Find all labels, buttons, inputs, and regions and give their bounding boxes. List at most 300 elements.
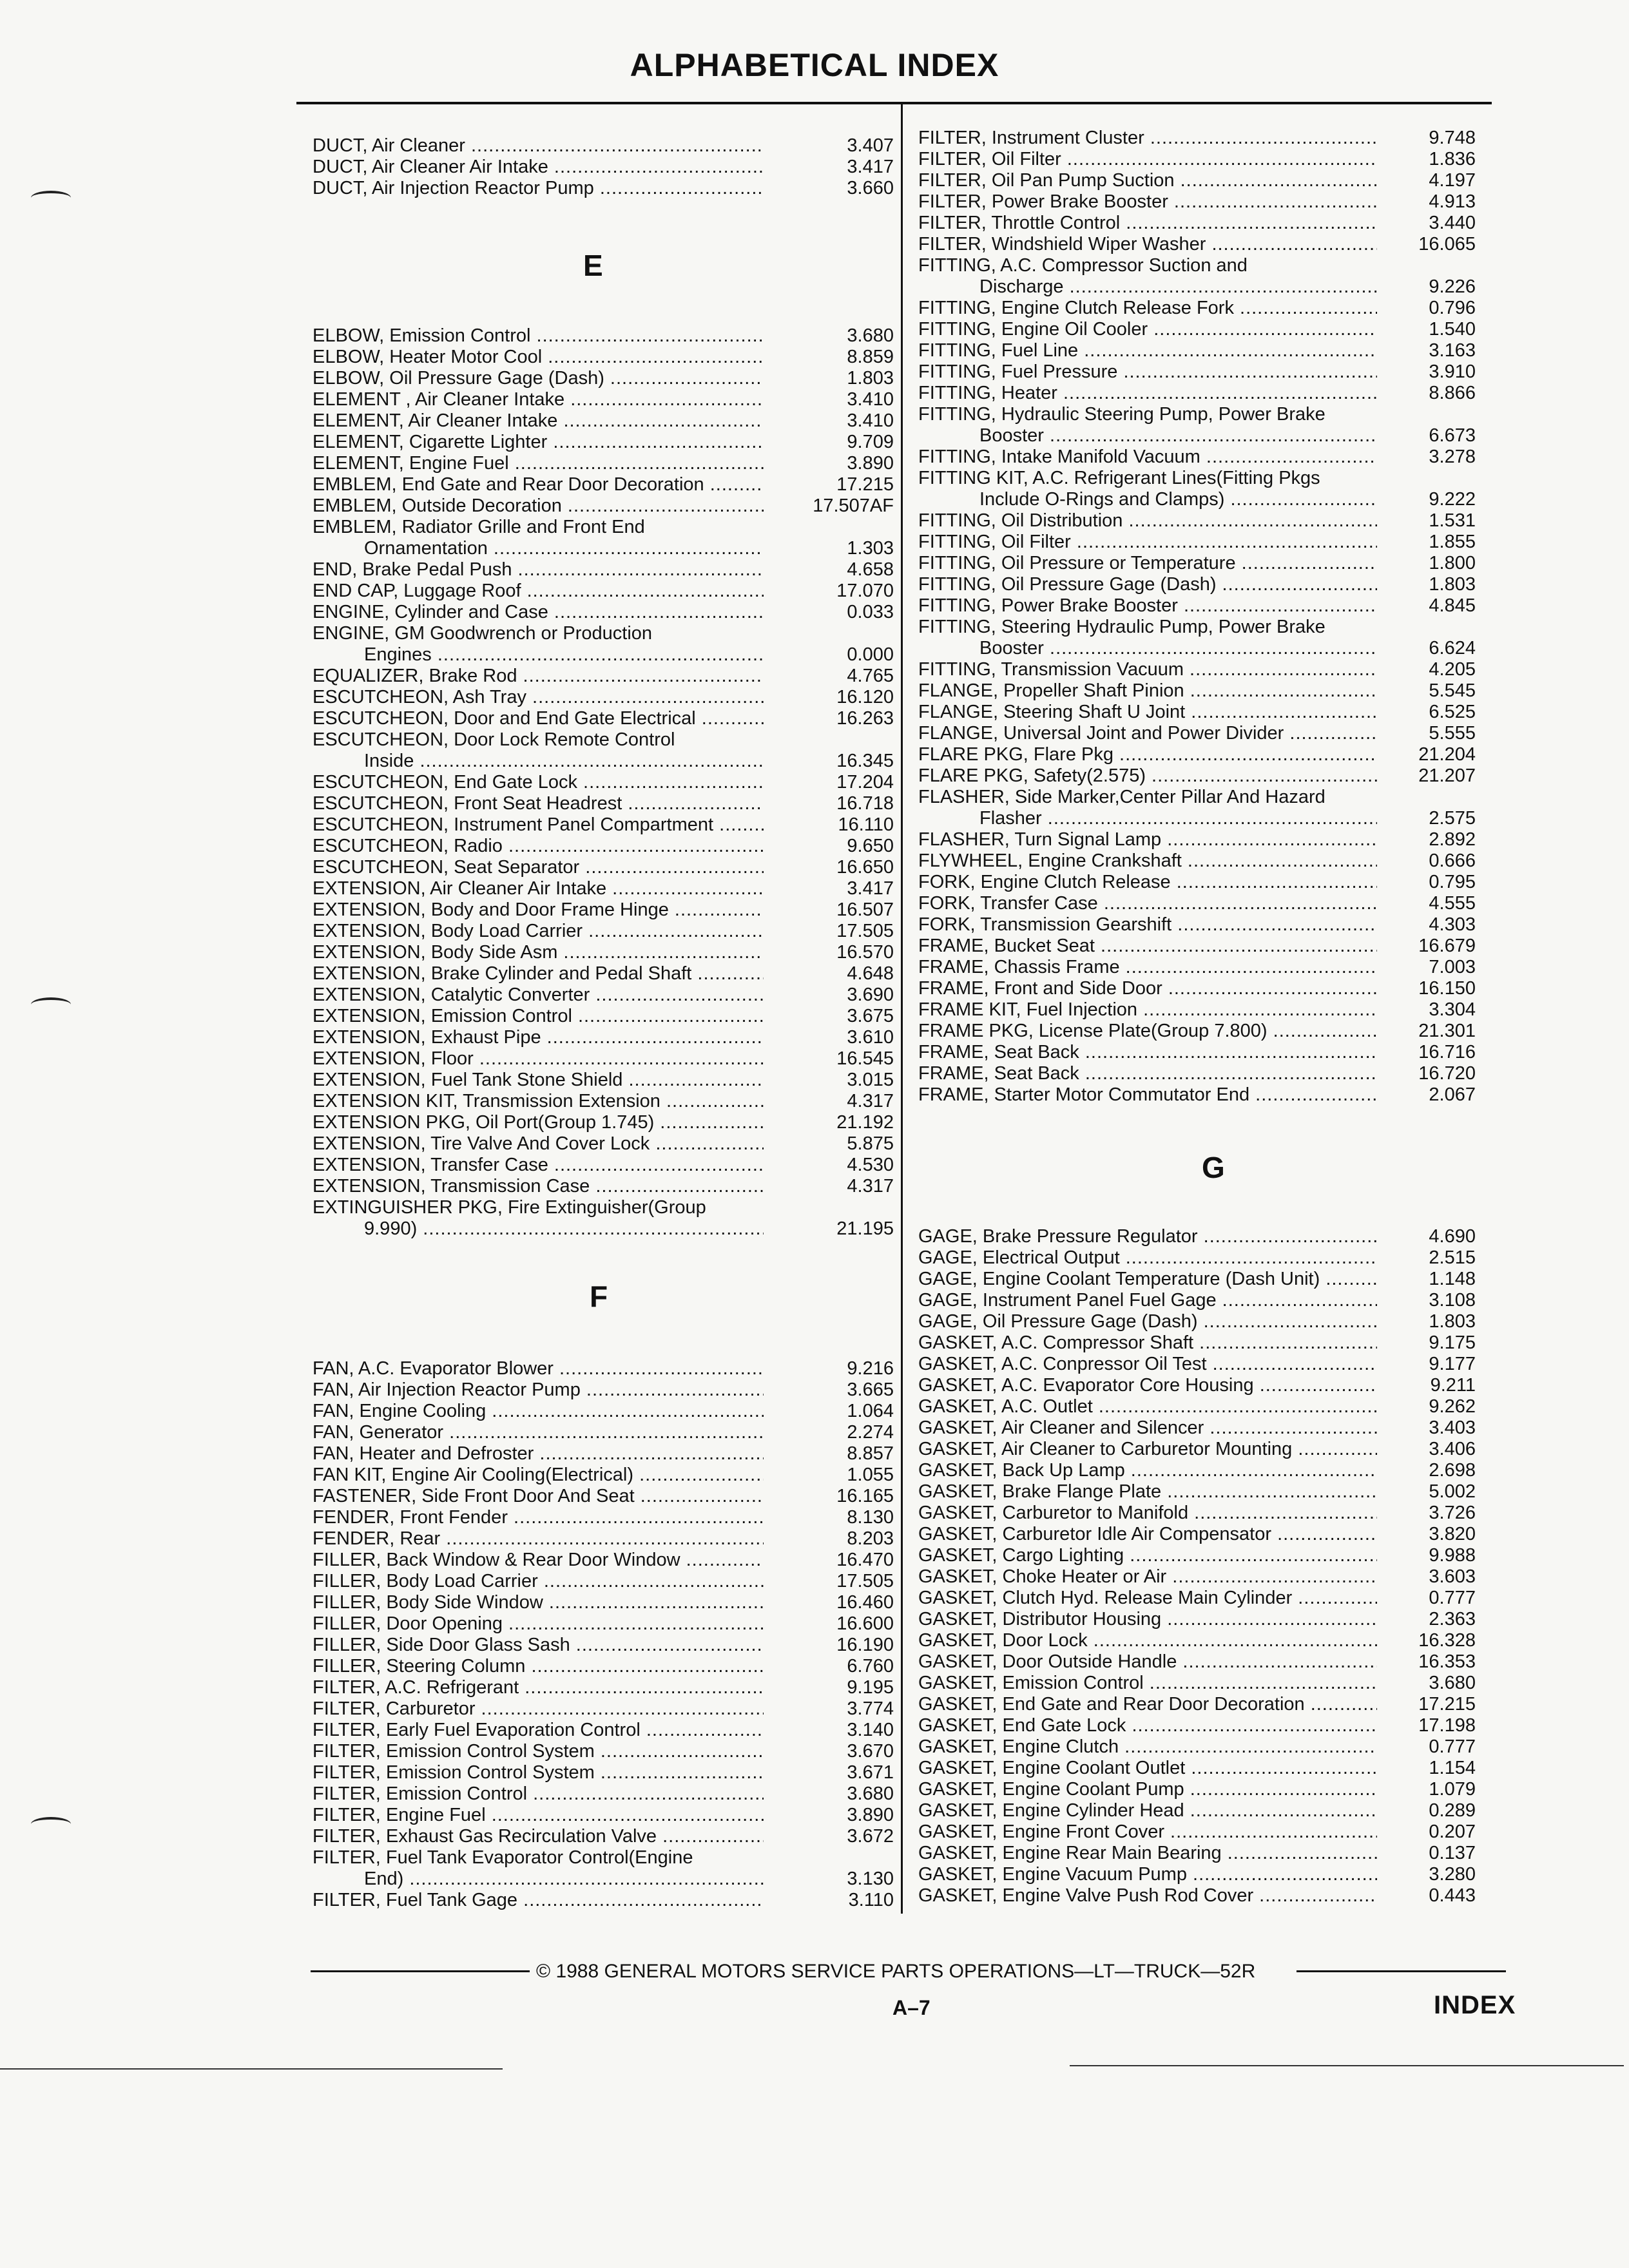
entry-label: FITTING, Intake Manifold Vacuum ..... xyxy=(918,447,1377,468)
index-entry xyxy=(918,1481,1476,1503)
entry-page-number: 3.440 xyxy=(1429,213,1476,233)
entry-label: EXTENSION, Transfer Case ..... xyxy=(313,1155,764,1176)
entry-page-number: 6.525 xyxy=(1429,702,1476,722)
entry-page-number: 3.417 xyxy=(847,878,894,899)
entry-page-number: 5.875 xyxy=(847,1133,894,1154)
punch-hole-mark xyxy=(31,1817,71,1831)
entry-label: FRAME, Starter Motor Commutator End ..... xyxy=(918,1084,1377,1106)
entry-label: ENGINE, GM Goodwrench or Production xyxy=(313,623,653,644)
entry-page-number: 0.777 xyxy=(1429,1736,1476,1757)
entry-label: FRAME, Seat Back ..... xyxy=(918,1063,1377,1084)
index-entry xyxy=(313,1006,894,1027)
index-entry xyxy=(313,1443,894,1465)
index-entry xyxy=(918,468,1476,489)
index-entry xyxy=(918,1226,1476,1247)
entry-label: FAN KIT, Engine Air Cooling(Electrical) ..... xyxy=(313,1465,764,1486)
entry-page-number: 5.545 xyxy=(1429,680,1476,701)
entry-label-continuation: Booster ..... xyxy=(979,425,1377,447)
entry-label: EXTENSION PKG, Oil Port(Group 1.745) ..... xyxy=(313,1112,764,1133)
entry-label: ESCUTCHEON, Radio ..... xyxy=(313,836,764,857)
entry-label: FILTER, Engine Fuel ..... xyxy=(313,1805,764,1826)
entry-page-number: 4.765 xyxy=(847,666,894,686)
entry-label: FILTER, Fuel Tank Gage ..... xyxy=(313,1890,764,1911)
entry-page-number: 3.672 xyxy=(847,1826,894,1847)
entry-page-number: 16.110 xyxy=(838,814,894,835)
column-divider xyxy=(901,103,903,1914)
entry-label: FLANGE, Propeller Shaft Pinion ..... xyxy=(918,680,1377,702)
entry-label: FLYWHEEL, Engine Crankshaft ..... xyxy=(918,850,1377,872)
index-entry xyxy=(313,1550,894,1571)
index-entry-continuation xyxy=(313,644,894,666)
entry-label: ESCUTCHEON, Ash Tray ..... xyxy=(313,687,764,708)
entry-page-number: 21.195 xyxy=(836,1218,894,1239)
entry-label: GAGE, Electrical Output ..... xyxy=(918,1247,1377,1269)
index-entry xyxy=(918,1042,1476,1063)
index-entry xyxy=(313,1422,894,1443)
index-entry xyxy=(918,340,1476,361)
entry-label-continuation: Inside ..... xyxy=(364,751,764,772)
index-entry xyxy=(313,1783,894,1805)
entry-page-number: 9.195 xyxy=(847,1677,894,1698)
entry-page-number: 3.890 xyxy=(847,1805,894,1825)
entry-page-number: 9.650 xyxy=(847,836,894,856)
index-entry xyxy=(313,942,894,963)
section-letter-e: E xyxy=(583,249,603,282)
entry-label: GASKET, Engine Vacuum Pump ..... xyxy=(918,1864,1377,1885)
index-entry xyxy=(918,595,1476,617)
index-entry-continuation xyxy=(918,425,1476,447)
index-entry xyxy=(918,999,1476,1021)
index-entry xyxy=(313,963,894,985)
entry-label: FITTING, Power Brake Booster ..... xyxy=(918,595,1377,617)
entry-page-number: 9.216 xyxy=(847,1358,894,1379)
entry-label: FILLER, Back Window & Rear Door Window ..... xyxy=(313,1550,764,1571)
index-entry xyxy=(918,872,1476,893)
index-entry xyxy=(313,793,894,814)
index-entry-continuation xyxy=(918,808,1476,829)
index-entry xyxy=(918,914,1476,936)
entry-label: FILTER, Power Brake Booster ..... xyxy=(918,191,1377,213)
entry-label: FASTENER, Side Front Door And Seat ..... xyxy=(313,1486,764,1507)
entry-page-number: 0.796 xyxy=(1429,298,1476,318)
index-entry xyxy=(918,1885,1476,1907)
index-entry xyxy=(313,135,894,157)
index-entry-continuation xyxy=(313,751,894,772)
entry-label: FILLER, Body Side Window ..... xyxy=(313,1592,764,1613)
index-entry xyxy=(918,1673,1476,1694)
entry-label: ESCUTCHEON, Door and End Gate Electrical ..... xyxy=(313,708,764,729)
entry-label: FITTING, Heater ..... xyxy=(918,383,1377,404)
entry-page-number: 0.777 xyxy=(1429,1588,1476,1608)
entry-label: GAGE, Oil Pressure Gage (Dash) ..... xyxy=(918,1311,1377,1332)
entry-label: FILTER, Oil Filter ..... xyxy=(918,149,1377,170)
index-entry xyxy=(918,765,1476,787)
entry-label: FITTING KIT, A.C. Refrigerant Lines(Fitting Pkgs xyxy=(918,468,1320,488)
entry-page-number: 17.215 xyxy=(836,474,894,495)
entry-label: ELEMENT, Engine Fuel ..... xyxy=(313,453,764,474)
entry-page-number: 3.304 xyxy=(1429,999,1476,1020)
entry-page-number: 3.680 xyxy=(847,1783,894,1804)
index-entry xyxy=(918,1630,1476,1651)
index-entry xyxy=(918,213,1476,234)
index-entry xyxy=(313,1401,894,1422)
entry-label: GASKET, A.C. Conpressor Oil Test ..... xyxy=(918,1354,1377,1375)
index-entry-continuation xyxy=(313,538,894,559)
index-entry xyxy=(918,383,1476,404)
entry-page-number: 17.198 xyxy=(1418,1715,1476,1736)
entry-label: FAN, Heater and Defroster ..... xyxy=(313,1443,764,1465)
entry-page-number: 16.065 xyxy=(1418,234,1476,255)
entry-label: GASKET, Cargo Lighting ..... xyxy=(918,1545,1377,1566)
index-entry xyxy=(313,453,894,474)
entry-label: FITTING, Transmission Vacuum ..... xyxy=(918,659,1377,680)
index-entry xyxy=(313,581,894,602)
entry-page-number: 5.555 xyxy=(1429,723,1476,744)
index-entry xyxy=(313,1720,894,1741)
entry-label: GASKET, A.C. Evaporator Core Housing ..... xyxy=(918,1375,1377,1396)
entry-label: FENDER, Front Fender ..... xyxy=(313,1507,764,1528)
entry-label: FLANGE, Universal Joint and Power Divider ..... xyxy=(918,723,1377,744)
page-number: A–7 xyxy=(892,1996,930,2019)
entry-label: GASKET, Clutch Hyd. Release Main Cylinder ..... xyxy=(918,1588,1377,1609)
entry-label: FENDER, Rear ..... xyxy=(313,1528,764,1550)
entry-label: EXTENSION, Exhaust Pipe ..... xyxy=(313,1027,764,1048)
entry-label: EMBLEM, End Gate and Rear Door Decoration ..... xyxy=(313,474,764,495)
entry-label: FITTING, Engine Oil Cooler ..... xyxy=(918,319,1377,340)
entry-page-number: 1.079 xyxy=(1429,1779,1476,1800)
footer-rule-left xyxy=(311,1970,530,1972)
entry-label: ELBOW, Oil Pressure Gage (Dash) ..... xyxy=(313,368,764,389)
entry-page-number: 9.748 xyxy=(1429,128,1476,148)
index-entry xyxy=(313,325,894,347)
index-entry xyxy=(918,1694,1476,1715)
entry-page-number: 16.165 xyxy=(836,1486,894,1506)
entry-label-continuation: End) ..... xyxy=(364,1869,764,1890)
entry-page-number: 1.855 xyxy=(1429,532,1476,552)
entry-label: FITTING, Oil Distribution ..... xyxy=(918,510,1377,532)
entry-label: FLARE PKG, Flare Pkg ..... xyxy=(918,744,1377,765)
entry-page-number: 3.670 xyxy=(847,1741,894,1762)
entry-page-number: 9.262 xyxy=(1429,1396,1476,1417)
entry-label: GASKET, End Gate and Rear Door Decoration ..... xyxy=(918,1694,1377,1715)
index-entry xyxy=(918,149,1476,170)
entry-page-number: 3.108 xyxy=(1429,1290,1476,1311)
entry-page-number: 0.033 xyxy=(847,602,894,622)
index-entry xyxy=(918,1084,1476,1106)
entry-page-number: 9.177 xyxy=(1429,1354,1476,1374)
index-entry xyxy=(918,1354,1476,1375)
entry-label: GASKET, Air Cleaner and Silencer ..... xyxy=(918,1418,1377,1439)
entry-page-number: 16.545 xyxy=(836,1048,894,1069)
entry-label: GAGE, Instrument Panel Fuel Gage ..... xyxy=(918,1290,1377,1311)
entry-page-number: 16.679 xyxy=(1418,936,1476,956)
entry-label: FORK, Engine Clutch Release ..... xyxy=(918,872,1377,893)
entry-label: FRAME, Front and Side Door ..... xyxy=(918,978,1377,999)
index-entry xyxy=(313,389,894,410)
entry-label-continuation: Ornamentation ..... xyxy=(364,538,764,559)
index-entry xyxy=(918,1503,1476,1524)
entry-page-number: 16.345 xyxy=(836,751,894,771)
entry-label: FAN, A.C. Evaporator Blower ..... xyxy=(313,1358,764,1379)
entry-label: ESCUTCHEON, Instrument Panel Compartment ..... xyxy=(313,814,764,836)
index-entry-list xyxy=(918,1226,1476,1907)
entry-label: GASKET, Door Lock ..... xyxy=(918,1630,1377,1651)
entry-page-number: 17.505 xyxy=(836,1571,894,1591)
entry-label: EMBLEM, Radiator Grille and Front End xyxy=(313,517,645,537)
entry-page-number: 3.407 xyxy=(847,135,894,156)
entry-page-number: 16.600 xyxy=(836,1613,894,1634)
entry-label: ELBOW, Emission Control ..... xyxy=(313,325,764,347)
index-entry xyxy=(313,1613,894,1635)
index-entry-list xyxy=(313,135,894,199)
entry-label: GASKET, Engine Clutch ..... xyxy=(918,1736,1377,1758)
entry-label: FILTER, Oil Pan Pump Suction ..... xyxy=(918,170,1377,191)
entry-label: FILLER, Side Door Glass Sash ..... xyxy=(313,1635,764,1656)
entry-label: ELEMENT, Cigarette Lighter ..... xyxy=(313,432,764,453)
entry-page-number: 21.204 xyxy=(1418,744,1476,765)
index-entry xyxy=(918,1332,1476,1354)
entry-page-number: 1.800 xyxy=(1429,553,1476,573)
index-entry xyxy=(918,1418,1476,1439)
index-entry xyxy=(918,744,1476,765)
index-entry xyxy=(918,1290,1476,1311)
entry-label: ELEMENT , Air Cleaner Intake ..... xyxy=(313,389,764,410)
entry-label: EQUALIZER, Brake Rod ..... xyxy=(313,666,764,687)
punch-hole-mark xyxy=(31,997,71,1012)
index-entry xyxy=(918,850,1476,872)
title-rule xyxy=(296,102,1492,104)
index-entry-continuation xyxy=(313,1218,894,1240)
entry-label: GASKET, A.C. Outlet ..... xyxy=(918,1396,1377,1418)
index-entry xyxy=(918,787,1476,808)
entry-label-continuation: Discharge ..... xyxy=(979,276,1377,298)
index-entry xyxy=(918,702,1476,723)
index-entry xyxy=(918,1843,1476,1864)
entry-page-number: 3.410 xyxy=(847,389,894,410)
entry-page-number: 16.507 xyxy=(836,899,894,920)
entry-page-number: 4.845 xyxy=(1429,595,1476,616)
entry-label: GASKET, Air Cleaner to Carburetor Mounting ..... xyxy=(918,1439,1377,1460)
entry-label: GASKET, Emission Control ..... xyxy=(918,1673,1377,1694)
index-entry xyxy=(313,559,894,581)
entry-label: FILTER, Emission Control ..... xyxy=(313,1783,764,1805)
index-entry xyxy=(313,729,894,751)
index-entry-list xyxy=(918,128,1476,1106)
entry-page-number: 8.866 xyxy=(1429,383,1476,403)
index-entry xyxy=(918,1566,1476,1588)
entry-label: FAN, Air Injection Reactor Pump ..... xyxy=(313,1379,764,1401)
entry-label: FITTING, Engine Clutch Release Fork ..... xyxy=(918,298,1377,319)
entry-page-number: 16.720 xyxy=(1418,1063,1476,1084)
index-entry xyxy=(313,1762,894,1783)
entry-label: EXTENSION, Fuel Tank Stone Shield ..... xyxy=(313,1070,764,1091)
entry-page-number: 16.353 xyxy=(1418,1651,1476,1672)
entry-label: FAN, Engine Cooling ..... xyxy=(313,1401,764,1422)
entry-page-number: 3.280 xyxy=(1429,1864,1476,1885)
entry-label: FILTER, Emission Control System ..... xyxy=(313,1762,764,1783)
entry-page-number: 3.680 xyxy=(847,325,894,346)
entry-page-number: 6.760 xyxy=(847,1656,894,1677)
index-entry xyxy=(918,617,1476,638)
entry-label: GASKET, Engine Rear Main Bearing ..... xyxy=(918,1843,1377,1864)
entry-page-number: 1.540 xyxy=(1429,319,1476,340)
entry-page-number: 4.530 xyxy=(847,1155,894,1175)
entry-page-number: 3.774 xyxy=(847,1698,894,1719)
index-entry xyxy=(313,666,894,687)
entry-page-number: 2.515 xyxy=(1429,1247,1476,1268)
entry-label: GASKET, Distributor Housing ..... xyxy=(918,1609,1377,1630)
index-entry xyxy=(313,899,894,921)
entry-page-number: 16.263 xyxy=(836,708,894,729)
entry-page-number: 3.140 xyxy=(847,1720,894,1740)
index-entry xyxy=(313,1048,894,1070)
entry-page-number: 4.303 xyxy=(1429,914,1476,935)
index-entry xyxy=(918,319,1476,340)
index-entry xyxy=(918,191,1476,213)
entry-label: GAGE, Brake Pressure Regulator ..... xyxy=(918,1226,1377,1247)
index-entry xyxy=(918,574,1476,595)
entry-label: GASKET, Engine Front Cover ..... xyxy=(918,1821,1377,1843)
footer-copyright: © 1988 GENERAL MOTORS SERVICE PARTS OPERATIONS—LT—TRUCK—52R xyxy=(536,1961,1256,1982)
entry-label: FILTER, A.C. Refrigerant ..... xyxy=(313,1677,764,1698)
entry-page-number: 3.610 xyxy=(847,1027,894,1048)
entry-page-number: 3.603 xyxy=(1429,1566,1476,1587)
index-entry xyxy=(918,1758,1476,1779)
entry-page-number: 3.410 xyxy=(847,410,894,431)
entry-page-number: 16.570 xyxy=(836,942,894,963)
index-entry xyxy=(313,1379,894,1401)
entry-label: FRAME, Bucket Seat ..... xyxy=(918,936,1377,957)
entry-label: FORK, Transmission Gearshift ..... xyxy=(918,914,1377,936)
entry-page-number: 7.003 xyxy=(1429,957,1476,977)
index-entry xyxy=(313,1176,894,1197)
entry-label: DUCT, Air Cleaner Air Intake ..... xyxy=(313,157,764,178)
index-entry xyxy=(313,1465,894,1486)
entry-page-number: 3.690 xyxy=(847,985,894,1005)
entry-label: FITTING, Steering Hydraulic Pump, Power Brake xyxy=(918,617,1325,637)
entry-page-number: 2.067 xyxy=(1429,1084,1476,1105)
entry-page-number: 21.207 xyxy=(1418,765,1476,786)
section-letter-f: F xyxy=(590,1280,608,1313)
entry-label: FILTER, Emission Control System ..... xyxy=(313,1741,764,1762)
index-entry xyxy=(313,878,894,899)
entry-page-number: 0.000 xyxy=(847,644,894,665)
entry-label: DUCT, Air Injection Reactor Pump ..... xyxy=(313,178,764,199)
entry-page-number: 3.278 xyxy=(1429,447,1476,467)
entry-label: EXTENSION, Catalytic Converter ..... xyxy=(313,985,764,1006)
entry-page-number: 8.857 xyxy=(847,1443,894,1464)
entry-page-number: 16.328 xyxy=(1418,1630,1476,1651)
entry-label: FITTING, Hydraulic Steering Pump, Power Brake xyxy=(918,404,1325,425)
entry-label: EXTINGUISHER PKG, Fire Extinguisher(Group xyxy=(313,1197,706,1218)
section-letter-g: G xyxy=(1202,1151,1225,1184)
index-entry xyxy=(313,836,894,857)
entry-page-number: 0.207 xyxy=(1429,1821,1476,1842)
entry-label-continuation: Booster ..... xyxy=(979,638,1377,659)
index-entry xyxy=(313,1070,894,1091)
entry-page-number: 3.671 xyxy=(847,1762,894,1783)
index-entry xyxy=(313,921,894,942)
entry-page-number: 3.820 xyxy=(1429,1524,1476,1544)
entry-label: EXTENSION, Body Load Carrier ..... xyxy=(313,921,764,942)
index-entry xyxy=(918,1736,1476,1758)
index-entry xyxy=(918,1269,1476,1290)
entry-label: FILTER, Fuel Tank Evaporator Control(Engine xyxy=(313,1847,693,1868)
index-entry xyxy=(918,1864,1476,1885)
entry-page-number: 1.531 xyxy=(1429,510,1476,531)
entry-page-number: 3.015 xyxy=(847,1070,894,1090)
entry-page-number: 3.406 xyxy=(1429,1439,1476,1459)
entry-label: GASKET, Carburetor to Manifold ..... xyxy=(918,1503,1377,1524)
index-entry xyxy=(918,553,1476,574)
entry-page-number: 9.222 xyxy=(1429,489,1476,510)
entry-label: GASKET, Engine Coolant Pump ..... xyxy=(918,1779,1377,1800)
index-entry xyxy=(918,255,1476,276)
entry-page-number: 8.130 xyxy=(847,1507,894,1528)
entry-page-number: 3.910 xyxy=(1429,361,1476,382)
entry-label: GASKET, Door Outside Handle ..... xyxy=(918,1651,1377,1673)
index-entry xyxy=(918,1609,1476,1630)
entry-page-number: 0.795 xyxy=(1429,872,1476,892)
index-entry xyxy=(313,157,894,178)
index-entry xyxy=(313,857,894,878)
bottom-rule-left xyxy=(0,2068,503,2070)
index-entry xyxy=(918,128,1476,149)
index-entry xyxy=(313,368,894,389)
entry-page-number: 1.836 xyxy=(1429,149,1476,169)
entry-page-number: 1.303 xyxy=(847,538,894,559)
entry-label: GASKET, Carburetor Idle Air Compensator ..... xyxy=(918,1524,1377,1545)
entry-label: EXTENSION KIT, Transmission Extension ..... xyxy=(313,1091,764,1112)
index-entry xyxy=(313,1486,894,1507)
entry-label: FLASHER, Turn Signal Lamp ..... xyxy=(918,829,1377,850)
index-entry xyxy=(918,829,1476,850)
index-entry xyxy=(313,1133,894,1155)
index-entry xyxy=(313,985,894,1006)
index-entry xyxy=(313,1507,894,1528)
entry-label: END CAP, Luggage Roof ..... xyxy=(313,581,764,602)
index-entry xyxy=(918,893,1476,914)
index-entry xyxy=(313,1027,894,1048)
index-entry xyxy=(918,1021,1476,1042)
entry-page-number: 9.211 xyxy=(1430,1375,1476,1396)
index-entry xyxy=(918,936,1476,957)
bottom-rule-right xyxy=(1070,2065,1624,2066)
entry-page-number: 16.716 xyxy=(1418,1042,1476,1062)
entry-page-number: 3.890 xyxy=(847,453,894,474)
entry-page-number: 4.913 xyxy=(1429,191,1476,212)
entry-label: EMBLEM, Outside Decoration ..... xyxy=(313,495,764,517)
entry-label: GASKET, Brake Flange Plate ..... xyxy=(918,1481,1377,1503)
index-entry xyxy=(918,1651,1476,1673)
index-entry xyxy=(313,687,894,708)
entry-label: EXTENSION, Tire Valve And Cover Lock ..... xyxy=(313,1133,764,1155)
entry-page-number: 3.130 xyxy=(847,1869,894,1889)
entry-page-number: 17.204 xyxy=(836,772,894,793)
entry-label: FITTING, A.C. Compressor Suction and xyxy=(918,255,1248,276)
index-entry xyxy=(918,404,1476,425)
entry-label: FILTER, Carburetor ..... xyxy=(313,1698,764,1720)
entry-label: GASKET, Choke Heater or Air ..... xyxy=(918,1566,1377,1588)
entry-page-number: 16.470 xyxy=(836,1550,894,1570)
entry-label: FILTER, Throttle Control ..... xyxy=(918,213,1377,234)
entry-page-number: 3.675 xyxy=(847,1006,894,1026)
index-entry xyxy=(918,723,1476,744)
entry-label: EXTENSION, Floor ..... xyxy=(313,1048,764,1070)
index-entry xyxy=(918,1439,1476,1460)
index-entry xyxy=(918,1375,1476,1396)
index-entry xyxy=(313,1805,894,1826)
